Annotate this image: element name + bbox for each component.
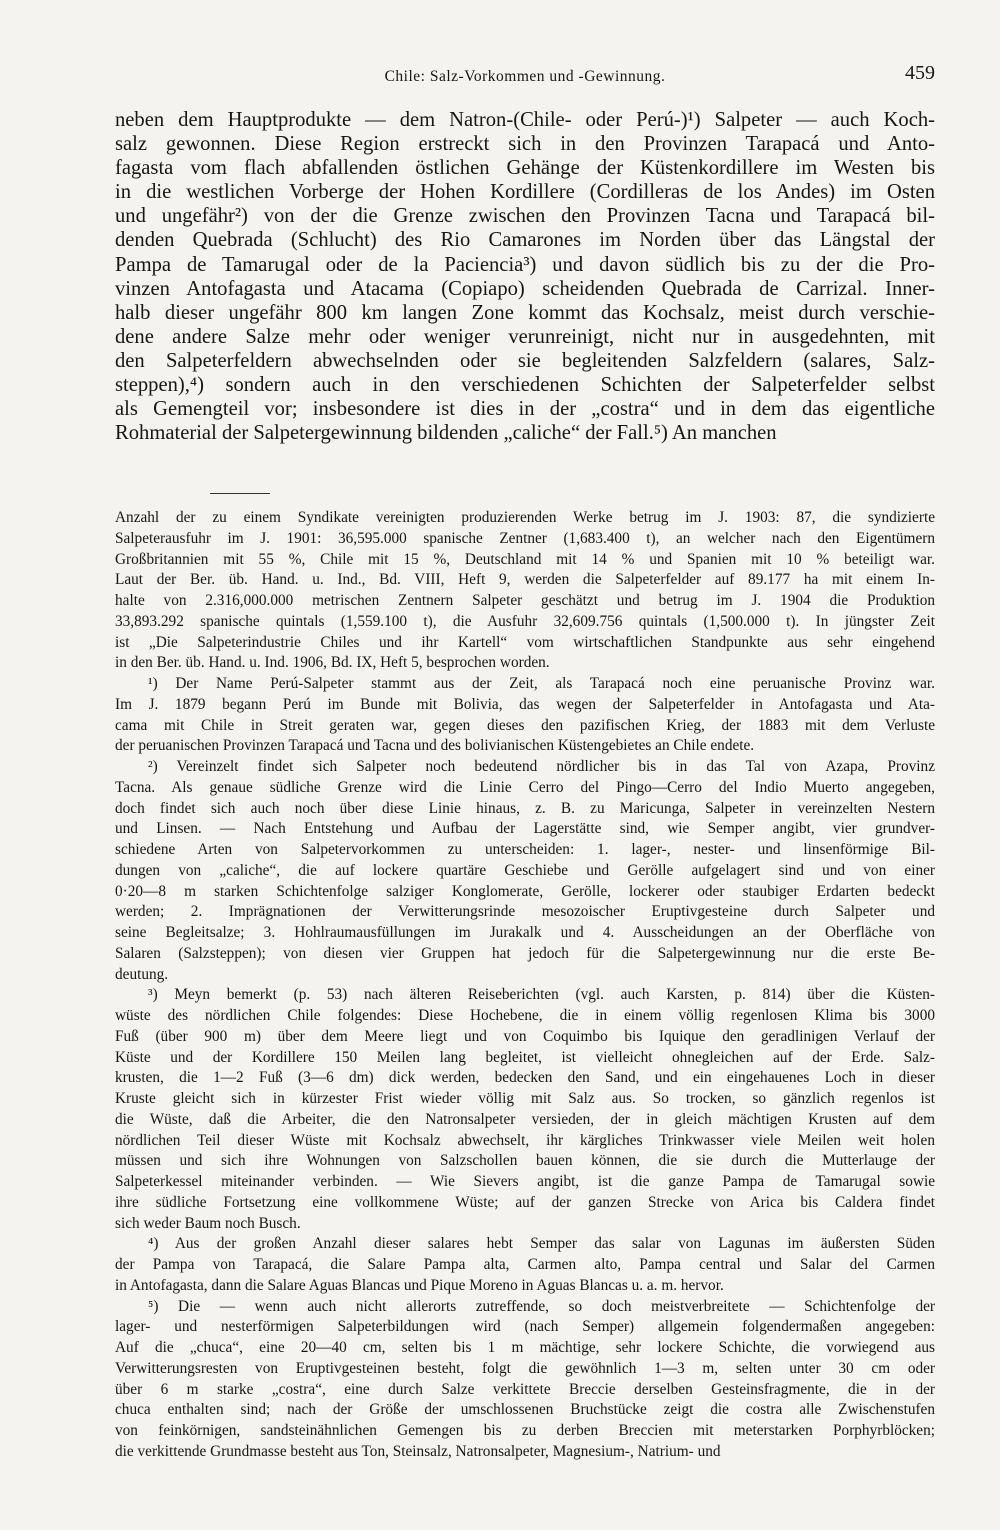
footnote-line: 0·20—8 m starken Schichtenfolge salziger Konglomerate, Gerölle, lockerer oder staubiger Erdarten bedeckt <box>115 882 935 900</box>
footnote-line: ihre südliche Fortsetzung eine vollkommene Wüste; auf der ganzen Strecke von Arica bis Caldera findet <box>115 1193 935 1211</box>
footnote-line: die Wüste, daß die Arbeiter, die den Natronsalpeter versieden, der in gleich mächtigen Krusten auf dem <box>115 1110 935 1128</box>
footnote-line: chuca enthalten sind; nach der Größe der umschlossenen Bruchstücke zeigt die costra alle Zwischenstufen <box>115 1401 935 1419</box>
footnote-line: über 6 m starke „costra“, eine durch Salze verkittete Breccie derselben Gesteinsfragmente, die in der <box>115 1380 935 1398</box>
footnote-line: nördlichen Teil dieser Wüste mit Kochsalz abwechselt, ihr kärgliches Trinkwasser viele Meilen weit holen <box>115 1131 935 1149</box>
footnote-line: Im J. 1879 begann Perú im Bunde mit Bolivia, das wegen der Salpeterfelder in Antofagasta und Ata- <box>115 695 935 713</box>
body-line: denden Quebrada (Schlucht) des Rio Camarones im Norden über das Längstal der <box>115 229 935 252</box>
footnote-line: Verwitterungsresten von Eruptivgesteinen besteht, folgt die gewöhnlich 1—3 m, selten unter 30 cm oder <box>115 1359 935 1377</box>
footnote-line: krusten, die 1—2 Fuß (3—6 dm) dick werden, bedecken den Sand, und ein eingehauenes Loch in dieser <box>115 1069 935 1087</box>
footnote-line: ⁵) Die — wenn auch nicht allerorts zutreffende, so doch meistverbreitete — Schichtenfolge der <box>148 1297 935 1315</box>
footnote-line: cama mit Chile in Streit geraten war, gegen dieses den pazifischen Krieg, der 1883 mit dem Verluste <box>115 716 935 734</box>
footnote-line: werden; 2. Imprägnationen der Verwitterungsrinde mesozoischer Eruptivgesteine durch Salpeter und <box>115 903 935 921</box>
footnote-line: seine Begleitsalze; 3. Hohlraumausfüllungen im Jurakalk und 4. Ausscheidungen an der Oberfläche von <box>115 924 935 941</box>
body-line: steppen),⁴) sondern auch in den verschiedenen Schichten der Salpeterfelder selbst <box>115 374 935 397</box>
page-header <box>115 62 935 92</box>
footnote-line: Salaren (Salzsteppen); von diesen vier Gruppen hat jedoch für die Salpetergewinnung nur die erste Be- <box>115 944 935 962</box>
footnote-line: Großbritannien mit 55 %, Chile mit 15 %, Deutschland mit 14 % und Spanien mit 10 % beteiligt war. <box>115 550 935 568</box>
running-head: Chile: Salz-Vorkommen und -Gewinnung. <box>384 68 666 85</box>
footnote-line: deutung. <box>115 965 169 983</box>
page-number: 459 <box>905 62 935 84</box>
footnote-line: der peruanischen Provinzen Tarapacá und Tacna und des bolivianischen Küstengebietes an Chile endete. <box>115 737 755 755</box>
footnote-line: von feinkörnigen, sandsteinähnlichen Gemengen bis zu derben Breccien mit meterstarken Porphyrblöcken; <box>115 1422 935 1439</box>
footnote-line: Auf die „chuca“, eine 20—40 cm, selten bis 1 m mächtige, sehr lockere Schichte, die vorwiegend aus <box>115 1339 935 1356</box>
footnote-line: ²) Vereinzelt findet sich Salpeter noch bedeutend nördlicher bis in das Tal von Azapa, Provinz <box>148 758 935 775</box>
main-text <box>115 108 935 445</box>
footnote-line: die verkittende Grundmasse besteht aus Ton, Steinsalz, Natronsalpeter, Magnesium-, Natrium- und <box>115 1442 721 1460</box>
body-line: salz gewonnen. Diese Region erstreckt sich in den Provinzen Tarapacá und Anto- <box>115 133 935 156</box>
body-line: vinzen Antofagasta und Atacama (Copiapo) scheidenden Quebrada de Carrizal. Inner- <box>115 277 935 300</box>
body-line: als Gemengteil vor; insbesondere ist dies in der „costra“ und in dem das eigentliche <box>115 398 935 421</box>
footnote-line: lager- und nesterförmigen Salpeterbildungen wird (nach Semper) allgemein folgendermaßen angegeben: <box>115 1318 935 1336</box>
footnote-line: 33,893.292 spanische quintals (1,559.100 t), die Ausfuhr 32,609.756 quintals (1,500.000 t). In jüngster Zeit <box>115 612 935 630</box>
body-line: halb dieser ungefähr 800 km langen Zone kommt das Kochsalz, meist durch verschie- <box>115 301 935 324</box>
body-line: dene andere Salze mehr oder weniger verunreinigt, nicht nur in ausgedehnten, mit <box>115 325 935 348</box>
footnote-line: Laut der Ber. üb. Hand. u. Ind., Bd. VIII, Heft 9, werden die Salpeterfelder auf 89.177 ha mit einem In- <box>115 571 935 589</box>
footnote-line: ¹) Der Name Perú-Salpeter stammt aus der Zeit, als Tarapacá noch eine peruanische Provinz war. <box>148 675 935 692</box>
footnote-line: wüste des nördlichen Chile folgendes: Diese Hochebene, die in einem völlig regenlosen Klima bis 3000 <box>115 1007 935 1024</box>
footnote-line: schiedene Arten von Salpetervorkommen zu unterscheiden: 1. lager-, nester- und linsenförmige Bil- <box>115 841 935 858</box>
footnote-line: sich weder Baum noch Busch. <box>115 1214 301 1232</box>
body-line: fagasta vom flach abfallenden östlichen Gehänge der Küstenkordillere im Westen bis <box>115 157 935 180</box>
footnote-line: Kruste gleicht sich in kürzester Frist wieder völlig mit Salz aus. So trocken, so gänzlich regenlos ist <box>115 1090 935 1107</box>
footnote-separator <box>210 493 270 494</box>
footnote-line: Tacna. Als genaue südliche Grenze wird die Linie Cerro del Pingo—Cerro del Indio Muerto angegeben, <box>115 778 935 796</box>
body-line: den Salpeterfeldern abwechselnden oder sie begleitenden Salzfeldern (salares, Salz- <box>115 349 935 372</box>
body-line: in die westlichen Vorberge der Hohen Kordillere (Cordilleras de los Andes) im Osten <box>115 181 935 204</box>
footnote-line: und Linsen. — Nach Entstehung und Aufbau der Lagerstätte sind, wie Semper angibt, vier grundver- <box>115 820 935 838</box>
footnote-line: ist „Die Salpeterindustrie Chiles und ihr Kartell“ vom wirtschaftlichen Standpunkte aus sehr eingehend <box>115 633 935 651</box>
footnotes <box>115 508 935 1463</box>
footnote-line: Fuß (über 900 m) über dem Meere liegt und von Coquimbo bis Iquique den geradlinigen Verlauf der <box>115 1027 935 1045</box>
footnote-line: der Pampa von Tarapacá, die Salare Pampa alta, Carmen alto, Pampa central und Salar del Carmen <box>115 1256 935 1273</box>
body-line: Pampa de Tamarugal oder de la Paciencia³) und davon südlich bis zu der die Pro- <box>115 253 935 276</box>
footnote-line: ³) Meyn bemerkt (p. 53) nach älteren Reiseberichten (vgl. auch Karsten, p. 814) über die Küsten- <box>148 986 935 1004</box>
footnote-line: Salpeterkessel miteinander verbinden. — Wie Sievers angibt, ist die ganze Pampa de Tamarugal sowie <box>115 1173 935 1190</box>
footnote-line: halte von 2.316,000.000 metrischen Zentnern Salpeter geschätzt und betrug im J. 1904 die Produktion <box>115 592 935 609</box>
footnote-line: in Antofagasta, dann die Salare Aguas Blancas und Pique Moreno in Aguas Blancas u. a. m. hervor. <box>115 1276 724 1294</box>
body-line: Rohmaterial der Salpetergewinnung bildenden „caliche“ der Fall.⁵) An manchen <box>115 422 777 445</box>
footnote-line: Anzahl der zu einem Syndikate vereinigten produzierenden Werke betrug im J. 1903: 87, die syndizierte <box>115 509 935 526</box>
footnote-line: doch findet sich auch noch über diese Linie hinaus, z. B. zu Maricunga, Salpeter in vereinzelten Nestern <box>115 799 935 817</box>
body-line: neben dem Hauptprodukte — dem Natron-(Chile- oder Perú-)¹) Salpeter — auch Koch- <box>115 109 935 131</box>
footnote-line: dungen von „caliche“, die auf lockere quartäre Geschiebe und Gerölle aufgelagert sind und von einer <box>115 861 935 879</box>
footnote-line: Küste und der Kordillere 150 Meilen lang begleitet, ist vielleicht ohnegleichen auf der Erde. Salz- <box>115 1048 935 1066</box>
body-line: und ungefähr²) von der die Grenze zwischen den Provinzen Tacna und Tarapacá bil- <box>115 205 935 228</box>
footnote-line: in den Ber. üb. Hand. u. Ind. 1906, Bd. IX, Heft 5, besprochen worden. <box>115 654 550 672</box>
footnote-line: ⁴) Aus der großen Anzahl dieser salares hebt Semper das salar von Lagunas im äußersten Süden <box>148 1235 935 1253</box>
footnote-line: Salpeterausfuhr im J. 1901: 36,595.000 spanische Zentner (1,683.400 t), an welcher nach den Eigentümern <box>115 529 935 547</box>
footnote-line: müssen und sich ihre Wohnungen von Salzschollen bauen können, die sie durch die Mutterlauge der <box>115 1152 935 1170</box>
